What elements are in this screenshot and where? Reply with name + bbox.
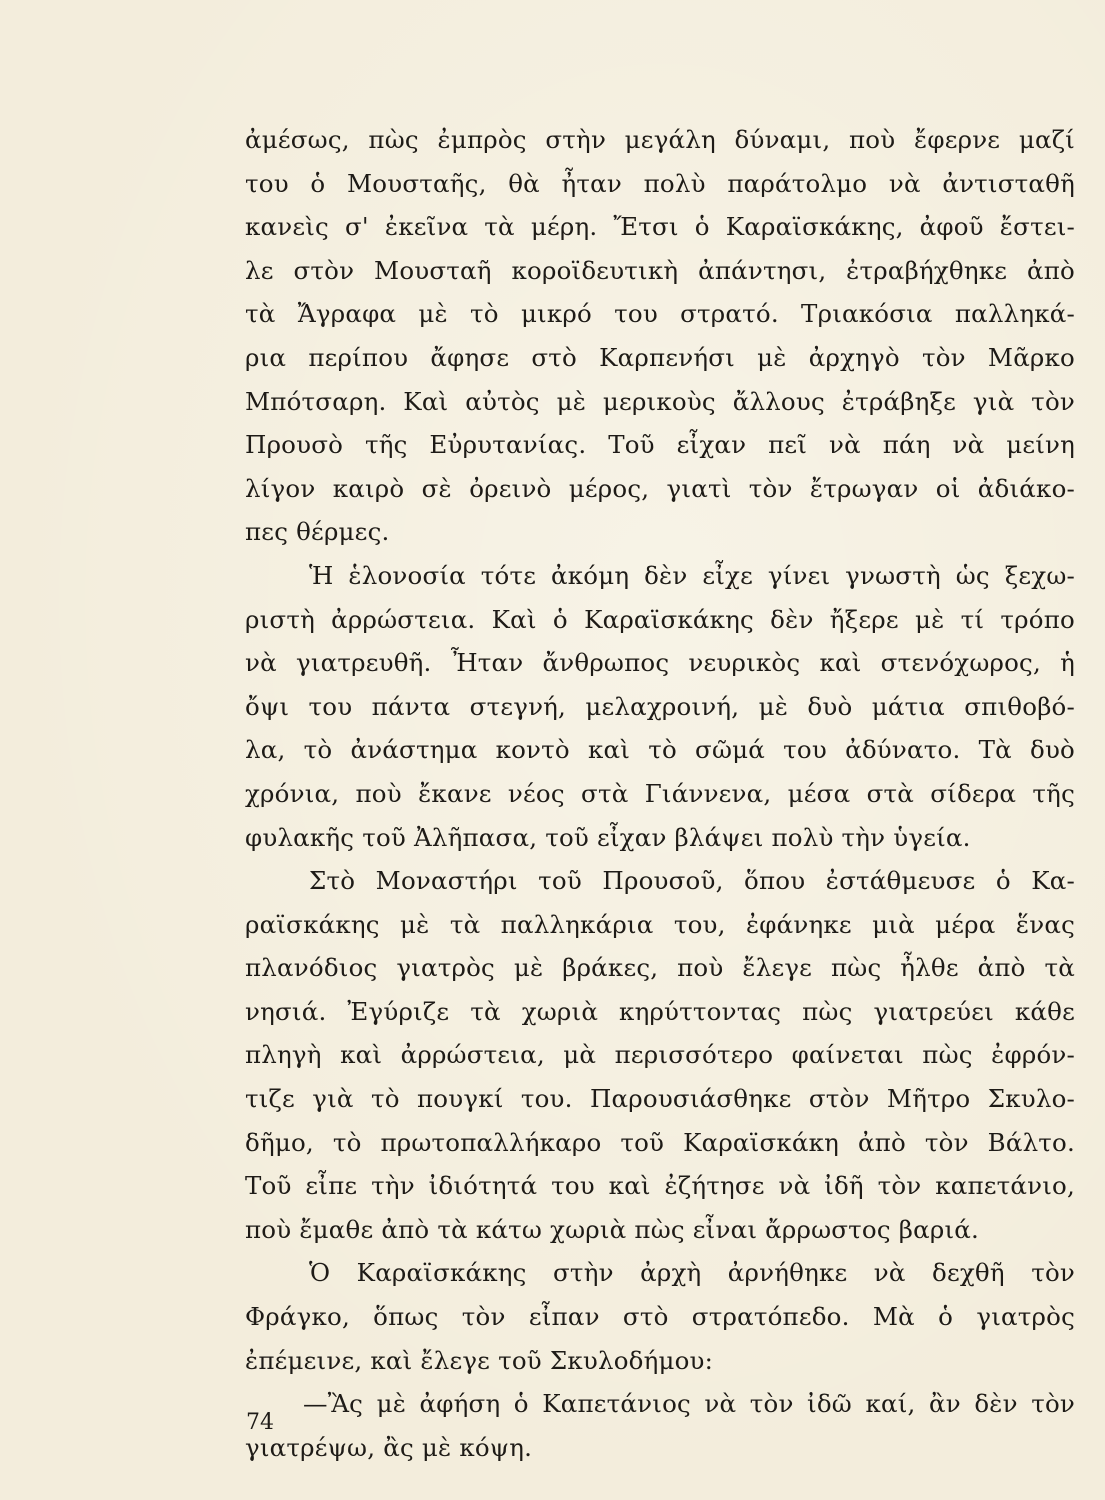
text-line: φυλακῆς τοῦ Ἀλῆπασα, τοῦ εἶχαν βλάψει πολὺ τὴν ὑγεία. — [245, 822, 971, 852]
text-line: Μπότσαρη. Καὶ αὐτὸς μὲ μερικοὺς ἄλλους ἐτράβηξε γιὰ τὸν — [245, 386, 1075, 416]
text-line: Προυσὸ τῆς Εὐρυτανίας. Τοῦ εἶχαν πεῖ νὰ πάη νὰ μείνη — [245, 430, 1075, 460]
text-line: πες θέρμες. — [245, 517, 390, 547]
text-line: ἀμέσως, πὼς ἐμπρὸς στὴν μεγάλη δύναμι, ποὺ ἔφερνε μαζί — [245, 125, 1075, 154]
text-line: ραϊσκάκης μὲ τὰ παλληκάρια του, ἐφάνηκε μιὰ μέρα ἕνας — [245, 909, 1075, 939]
text-line: πλανόδιος γιατρὸς μὲ βράκες, ποὺ ἔλεγε πὼς ἦλθε ἀπὸ τὰ — [245, 953, 1075, 983]
text-line: χρόνια, ποὺ ἔκανε νέος στὰ Γιάννενα, μέσα στὰ σίδερα τῆς — [245, 778, 1075, 808]
text-line: νησιά. Ἐγύριζε τὰ χωριὰ κηρύττοντας πὼς γιατρεύει κάθε — [245, 996, 1075, 1026]
text-line: ριστὴ ἀρρώστεια. Καὶ ὁ Καραϊσκάκης δὲν ἤξερε μὲ τί τρόπο — [245, 604, 1075, 634]
paragraph-start-line: Ἡ ἑλονοσία τότε ἀκόμη δὲν εἶχε γίνει γνωστὴ ὡς ξεχω- — [309, 560, 1075, 590]
text-line: δῆμο, τὸ πρωτοπαλλήκαρο τοῦ Καραϊσκάκη ἀπὸ τὸν Βάλτο. — [245, 1127, 1075, 1157]
paragraph-start-line: Στὸ Μοναστήρι τοῦ Προυσοῦ, ὅπου ἐστάθμευσε ὁ Κα- — [309, 866, 1075, 896]
body-text — [245, 118, 1075, 1469]
paragraph-start-line: Ὁ Καραϊσκάκης στὴν ἀρχὴ ἀρνήθηκε νὰ δεχθῆ τὸν — [309, 1258, 1075, 1288]
text-line: γιατρέψω, ἂς μὲ κόψη. — [245, 1432, 533, 1462]
text-line: του ὁ Μουσταῆς, θὰ ἦταν πολὺ παράτολμο νὰ ἀντισταθῆ — [245, 168, 1075, 198]
text-line: ὄψι του πάντα στεγνή, μελαχροινή, μὲ δυὸ μάτια σπιθοβό- — [245, 691, 1075, 721]
text-line: λα, τὸ ἀνάστημα κοντὸ καὶ τὸ σῶμά του ἀδύνατο. Τὰ δυὸ — [245, 735, 1075, 765]
text-line: νὰ γιατρευθῆ. Ἦταν ἄνθρωπος νευρικὸς καὶ στενόχωρος, ἡ — [245, 648, 1075, 678]
text-line: ἐπέμεινε, καὶ ἔλεγε τοῦ Σκυλοδήμου: — [245, 1345, 714, 1375]
text-line: λίγον καιρὸ σὲ ὀρεινὸ μέρος, γιατὶ τὸν ἔτρωγαν οἱ ἀδιάκο- — [245, 473, 1075, 503]
page-number: 74 — [246, 1410, 274, 1435]
text-line: τὰ Ἄγραφα μὲ τὸ μικρό του στρατό. Τριακόσια παλληκά- — [245, 299, 1075, 329]
text-line: ποὺ ἔμαθε ἀπὸ τὰ κάτω χωριὰ πὼς εἶναι ἄρρωστος βαριά. — [245, 1214, 980, 1244]
text-line: ρια περίπου ἄφησε στὸ Καρπενήσι μὲ ἀρχηγὸ τὸν Μᾶρκο — [245, 342, 1075, 372]
dialogue-line: —Ἂς μὲ ἀφήση ὁ Καπετάνιος νὰ τὸν ἰδῶ καί, ἂν δὲν τὸν — [303, 1389, 1075, 1419]
text-line: πληγὴ καὶ ἀρρώστεια, μὰ περισσότερο φαίνεται πὼς ἐφρόν- — [245, 1040, 1075, 1070]
text-line: Τοῦ εἶπε τὴν ἰδιότητά του καὶ ἐζήτησε νὰ ἰδῆ τὸν καπετάνιο, — [245, 1171, 1075, 1201]
text-line: κανεὶς σ' ἐκεῖνα τὰ μέρη. Ἔτσι ὁ Καραϊσκάκης, ἀφοῦ ἔστει- — [245, 212, 1075, 242]
text-line: λε στὸν Μουσταῆ κοροϊδευτικὴ ἀπάντησι, ἐτραβήχθηκε ἀπὸ — [245, 255, 1075, 285]
text-line: τιζε γιὰ τὸ πουγκί του. Παρουσιάσθηκε στὸν Μῆτρο Σκυλο- — [245, 1084, 1075, 1114]
text-line: Φράγκο, ὅπως τὸν εἶπαν στὸ στρατόπεδο. Μὰ ὁ γιατρὸς — [245, 1302, 1075, 1332]
